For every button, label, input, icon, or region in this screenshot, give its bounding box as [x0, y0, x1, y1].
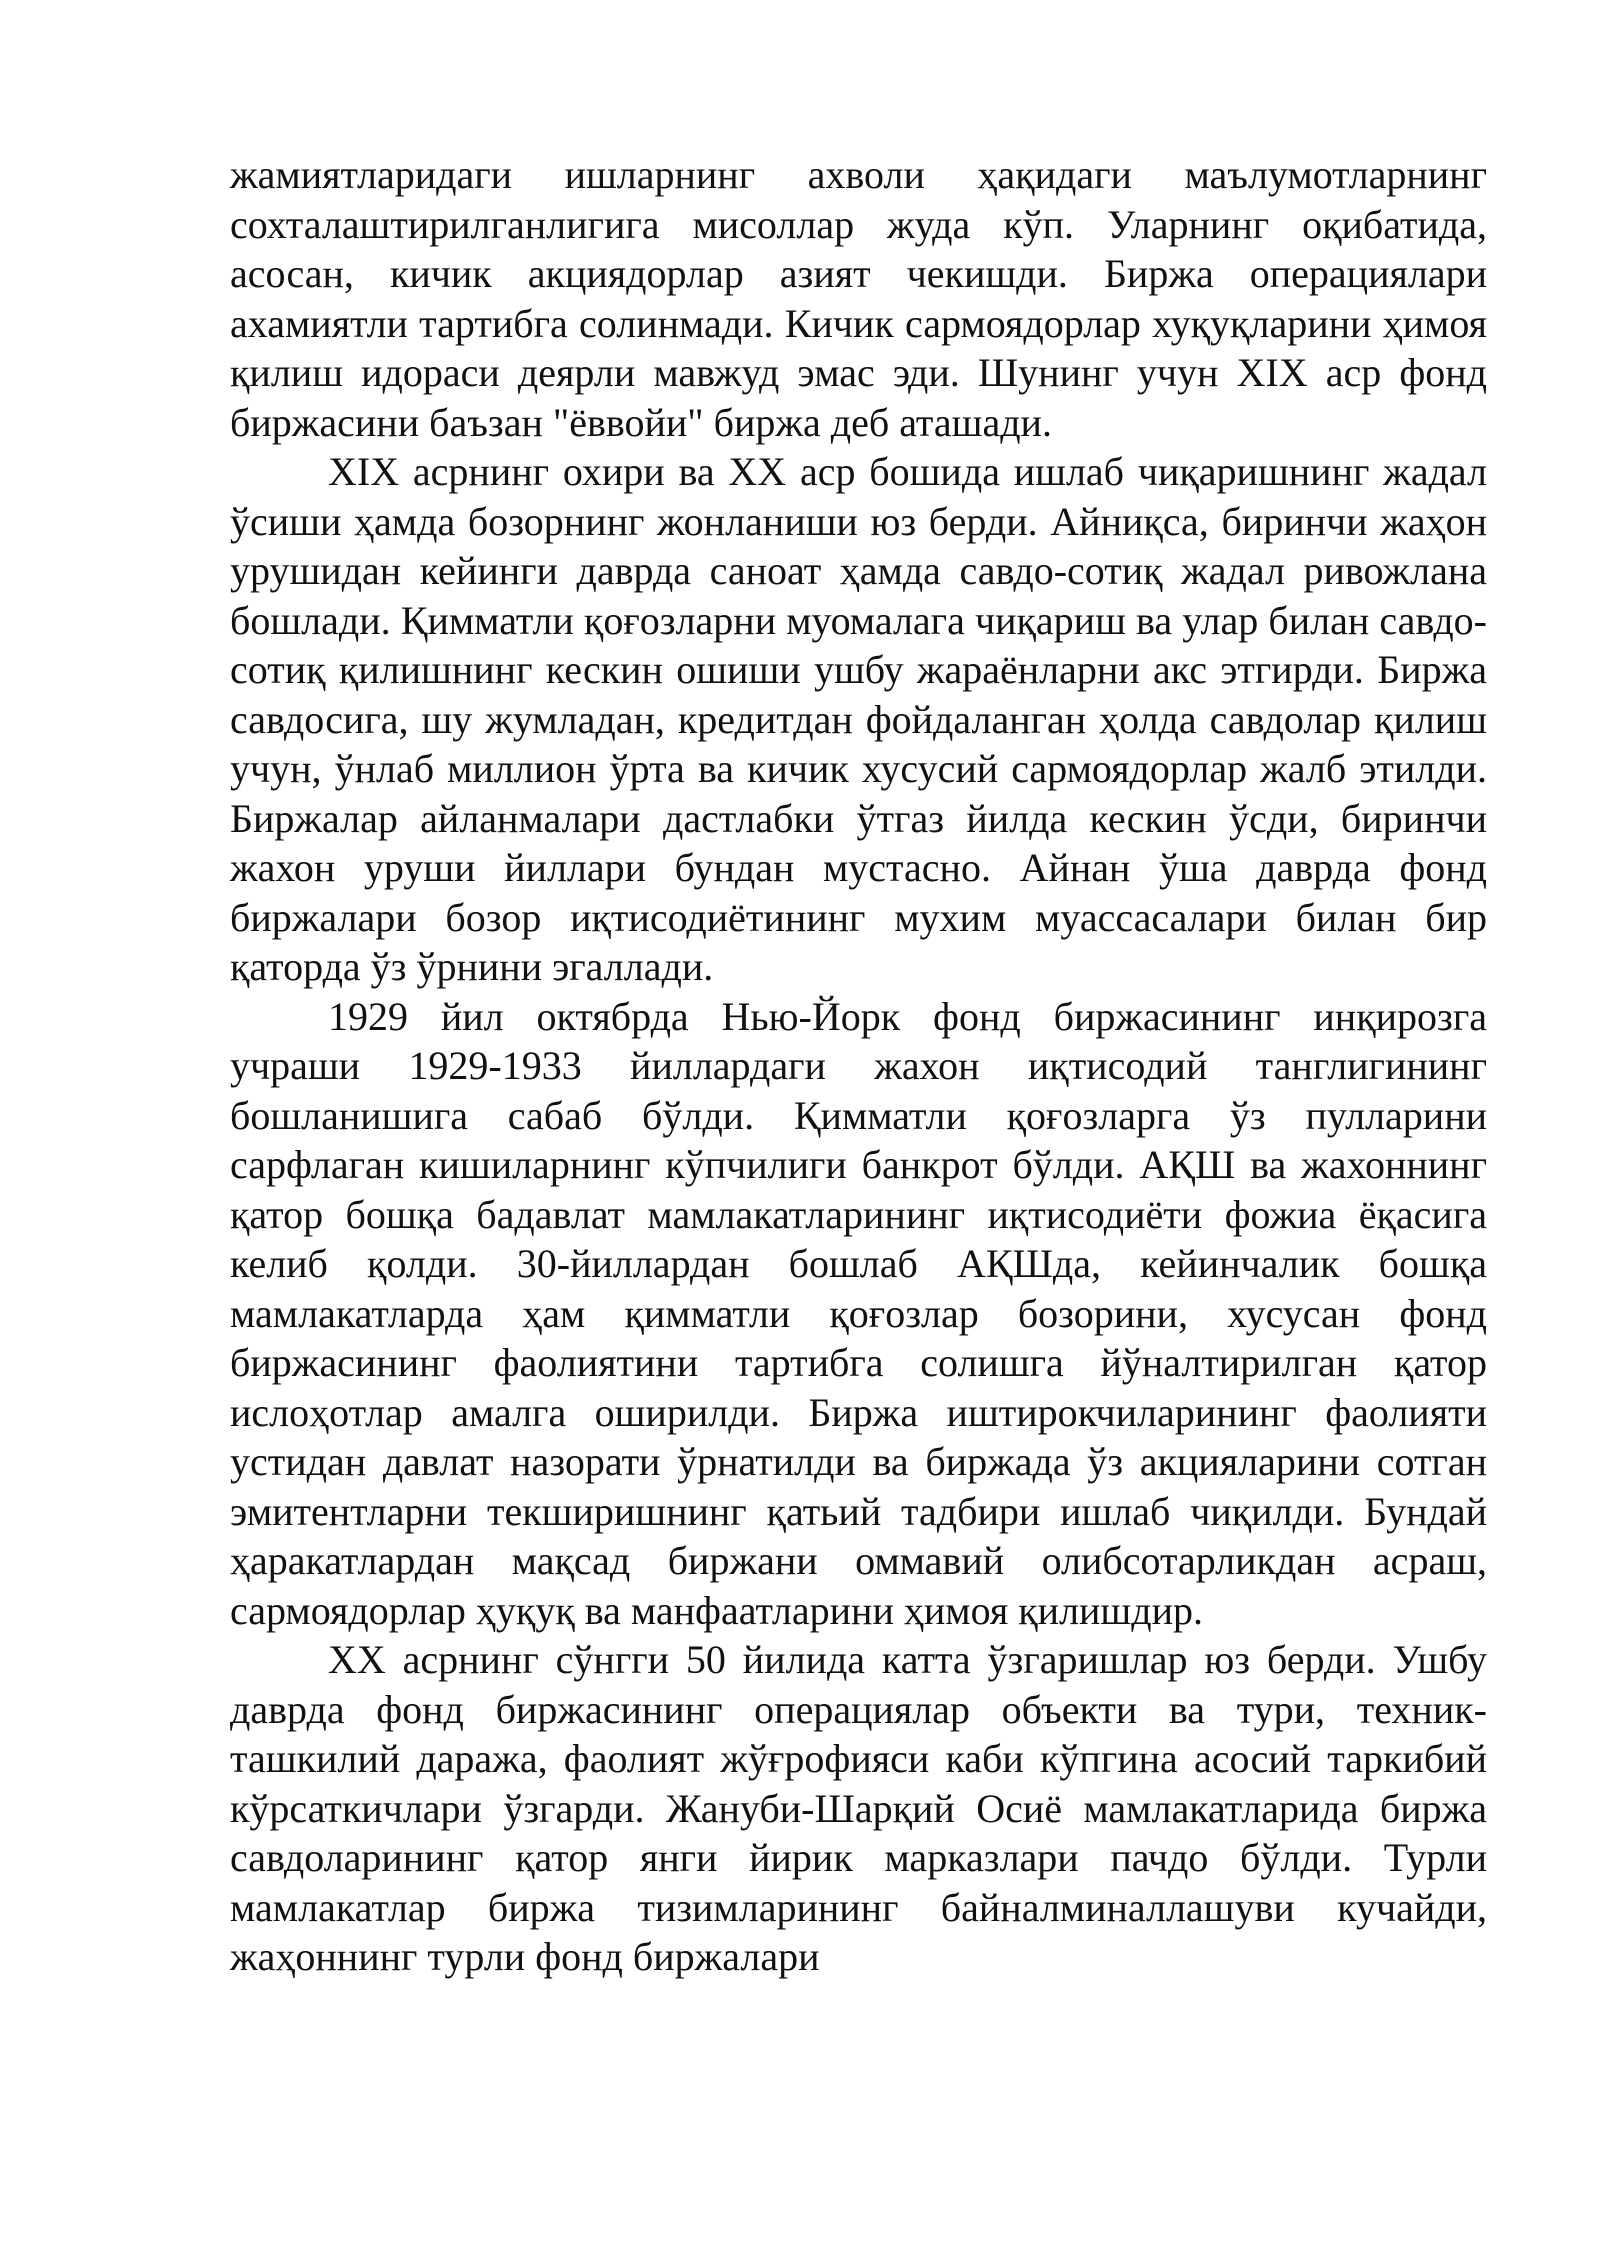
paragraph-4: XX асрнинг сўнгги 50 йилида катта ўзгаришлар юз берди. Ушбу даврда фонд биржасининг операциялар объекти ва тури, техник-ташкилий даража, фаолият жўғрофияси каби кўпгина асосий таркибий кўрсаткичлари ўзгарди. Жануби-Шарқий Осиё мамлакатларида биржа савдоларининг қатор янги йирик марказлари пачдо бўлди. Турли мамлакатлар биржа тизимларининг байналминаллашуви кучайди, жаҳоннинг турли фонд биржалари	[230, 1637, 1487, 1979]
document-page	[230, 150, 1487, 1982]
paragraph-3: 1929 йил октябрда Нью-Йорк фонд биржасининг инқирозга учраши 1929-1933 йиллардаги жахон иқтисодий танглигининг бошланишига сабаб бўлди. Қимматли қоғозларга ўз пулларини сарфлаган кишиларнинг кўпчилиги банкрот бўлди. АҚШ ва жахоннинг қатор бошқа бадавлат мамлакатларининг иқтисодиёти фожиа ёқасига келиб қолди. 30-йиллардан бошлаб АҚШда, кейинчалик бошқа мамлакатларда ҳам қимматли қоғозлар бозорини, хусусан фонд биржасининг фаолиятини тартибга солишга йўналтирилган қатор ислоҳотлар амалга оширилди. Биржа иштирокчиларининг фаолияти устидан давлат назорати ўрнатилди ва биржада ўз акцияларини сотган эмитентларни текширишнинг қатьий тадбири ишлаб чиқилди. Бундай ҳаракатлардан мақсад биржани оммавий олибсотарликдан асраш, сармоядорлар ҳуқуқ ва манфаатларини ҳимоя қилишдир.	[230, 993, 1487, 1633]
paragraph-2: XIX асрнинг охири ва XX аср бошида ишлаб чиқаришнинг жадал ўсиши ҳамда бозорнинг жонланиши юз берди. Айниқса, биринчи жаҳон урушидан кейинги даврда саноат ҳамда савдо-сотиқ жадал ривожлана бошлади. Қимматли қоғозларни муомалага чиқариш ва улар билан савдо-сотиқ қилишнинг кескин ошиши ушбу жараёнларни акс этгирди. Биржа савдосига, шу жумладан, кредитдан фойдаланган ҳолда савдолар қилиш учун, ўнлаб миллион ўрта ва кичик хусусий сармоядорлар жалб этилди. Биржалар айланмалари дастлабки ўтгаз йилда кескин ўсди, биринчи жахон уруши йиллари бундан мустасно. Айнан ўша даврда фонд биржалари бозор иқтисодиётининг мухим муассасалари билан бир қаторда ўз ўрнини эгаллади.	[230, 449, 1487, 989]
paragraph-1: жамиятларидаги ишларнинг ахволи ҳақидаги маълумотларнинг сохталаштирилганлигига мисоллар жуда кўп. Уларнинг оқибатида, асосан, кичик акциядорлар азият чекишди. Биржа операциялари ахамиятли тартибга солинмади. Кичик сармоядорлар хуқуқларини ҳимоя қилиш идораси деярли мавжуд эмас эди. Шунинг учун XIX аср фонд биржасини баъзан "ёввойи" биржа деб аташади.	[230, 152, 1487, 445]
